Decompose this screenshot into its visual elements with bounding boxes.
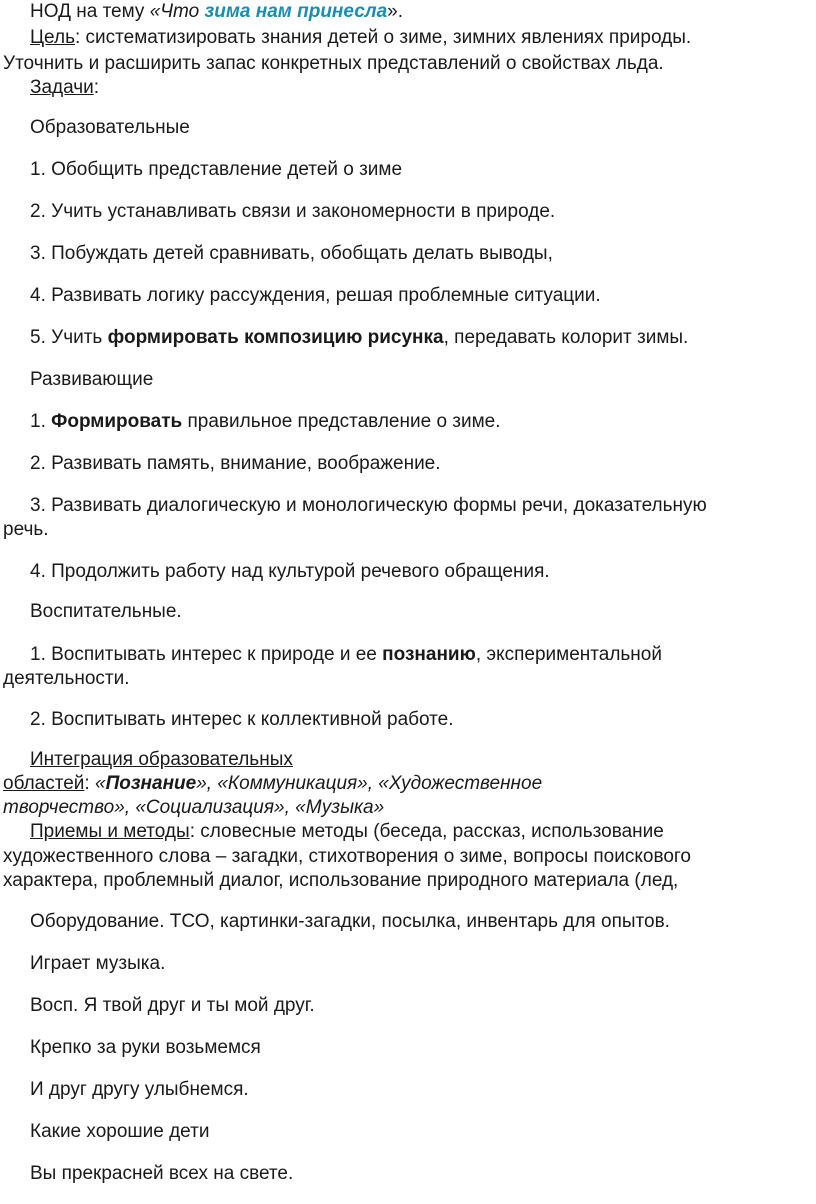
methods-line-1 <box>30 820 664 844</box>
poem-line-5: Вы прекрасней всех на свете. <box>30 1163 294 1184</box>
goal-label: Цель <box>30 27 75 48</box>
integration-label-text: Интеграция образовательных <box>30 749 293 770</box>
tasks-label: Задачи <box>30 77 94 98</box>
topic-highlight: зима нам принесла <box>204 1 388 22</box>
poem-line-1: Восп. Я твой друг и ты мой друг. <box>30 995 315 1016</box>
lesson-title <box>30 0 403 24</box>
item5-start: 5. Учить <box>30 327 108 348</box>
integration-line-3 <box>3 796 384 820</box>
tasks-colon: : <box>93 77 100 98</box>
goal-line <box>30 26 691 50</box>
tasks-heading <box>30 76 99 100</box>
goal-line-2: Уточнить и расширить запас конкретных представлений о свойствах льда. <box>3 53 664 74</box>
methods-line-3: характера, проблемный диалог, использование природного материала (лед, <box>3 870 679 891</box>
upbringing-item-1 <box>30 643 662 667</box>
integration-areas-rest: », «Коммуникация», «Художественное <box>196 773 543 794</box>
up1-bold: познанию <box>382 644 476 665</box>
quote-open: « <box>149 1 161 22</box>
poem-line-2: Крепко за руки возьмемся <box>30 1037 261 1058</box>
educational-item-1: 1. Обобщить представление детей о зиме <box>30 159 403 180</box>
integration-colon: : <box>84 773 95 794</box>
upbringing-item-2: 2. Воспитывать интерес к коллективной работе. <box>30 709 454 730</box>
upbringing-heading: Воспитательные. <box>30 601 182 622</box>
methods-text: : словесные методы (беседа, рассказ, использование <box>189 821 664 842</box>
educational-item-3: 3. Побуждать детей сравнивать, обобщать делать выводы, <box>30 243 553 264</box>
poem-line-4: Какие хорошие дети <box>30 1121 210 1142</box>
developing-item-1 <box>30 410 501 434</box>
educational-item-4: 4. Развивать логику рассуждения, решая проблемные ситуации. <box>30 285 601 306</box>
up1-start: 1. Воспитывать интерес к природе и ее <box>30 644 383 665</box>
developing-item-4: 4. Продолжить работу над культурой речевого обращения. <box>30 561 550 582</box>
up1-end: , экспериментальной <box>475 644 662 665</box>
integration-quote: « <box>94 773 106 794</box>
item5-end: , передавать колорит зимы. <box>443 327 689 348</box>
poem-line-3: И друг другу улыбнемся. <box>30 1079 249 1100</box>
topic-plain: Что <box>160 1 205 22</box>
educational-item-5 <box>30 326 688 350</box>
music-line: Играет музыка. <box>30 953 166 974</box>
methods-line-2: художественного слова – загадки, стихотворения о зиме, вопросы поискового <box>3 846 691 867</box>
integration-label-areas: областей <box>3 773 85 794</box>
item5-bold: формировать композицию рисунка <box>107 327 444 348</box>
integration-areas-cont: творчество», «Социализация», «Музыка» <box>3 797 385 818</box>
equipment-line: Оборудование. ТСО, картинки-загадки, посылка, инвентарь для опытов. <box>30 911 670 932</box>
integration-line-2 <box>3 772 542 796</box>
methods-label: Приемы и методы <box>30 821 190 842</box>
integration-area-cognition: Познание <box>105 773 197 794</box>
developing-heading: Развивающие <box>30 369 154 390</box>
quote-close: ». <box>387 1 404 22</box>
developing-item-3-cont: речь. <box>3 519 49 540</box>
title-prefix: НОД на тему <box>30 1 150 22</box>
educational-item-2: 2. Учить устанавливать связи и закономерности в природе. <box>30 201 556 222</box>
dev1-start: 1. <box>30 411 52 432</box>
developing-item-2: 2. Развивать память, внимание, воображение. <box>30 453 441 474</box>
developing-item-3: 3. Развивать диалогическую и монологическую формы речи, доказательную <box>30 495 707 516</box>
dev1-end: правильное представление о зиме. <box>182 411 501 432</box>
dev1-bold: Формировать <box>51 411 183 432</box>
goal-text: : систематизировать знания детей о зиме, зимних явлениях природы. <box>74 27 692 48</box>
upbringing-item-1-cont: деятельности. <box>3 668 130 689</box>
educational-heading: Образовательные <box>30 117 190 138</box>
integration-label-1 <box>30 748 293 772</box>
